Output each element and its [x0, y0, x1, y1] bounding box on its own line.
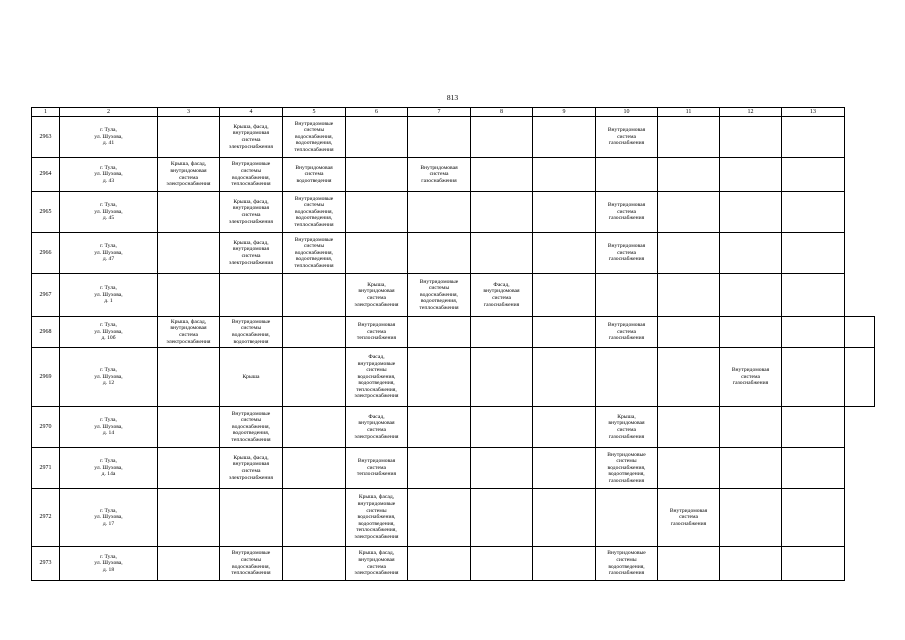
table-row	[32, 117, 875, 158]
table-cell	[158, 117, 220, 158]
table-cell	[782, 489, 845, 547]
table-cell	[533, 547, 596, 581]
table-cell	[720, 547, 782, 581]
table-cell	[346, 233, 408, 274]
table-cell	[658, 192, 720, 233]
table-row	[32, 192, 875, 233]
row-number: 2963	[32, 117, 60, 158]
table-cell	[782, 448, 845, 489]
table-cell	[471, 158, 533, 192]
table-cell: Внутридомовые системы водоснабжения, водоотведения, теплоснабжения	[283, 192, 346, 233]
table-cell: Внутридомовая система газоснабжения	[658, 489, 720, 547]
table-cell	[782, 317, 845, 348]
table-cell	[533, 158, 596, 192]
table-cell	[720, 158, 782, 192]
table-cell	[471, 448, 533, 489]
table-cell	[533, 117, 596, 158]
table-cell: Внутридомовые системы водоснабжения, водоотведения, теплоснабжения	[220, 407, 283, 448]
table-cell	[408, 547, 471, 581]
table-cell: Внутридомовая система водоотведения	[283, 158, 346, 192]
column-header: 1	[32, 108, 60, 117]
row-number: 2964	[32, 158, 60, 192]
row-number: 2966	[32, 233, 60, 274]
table-cell	[158, 407, 220, 448]
table-row	[32, 348, 875, 407]
table-cell	[533, 317, 596, 348]
table-cell	[658, 547, 720, 581]
table-row	[32, 448, 875, 489]
table-cell: Внутридомовые системы водоснабжения, водоотведения, теплоснабжения	[283, 117, 346, 158]
table-cell	[658, 448, 720, 489]
table-cell	[471, 192, 533, 233]
table-cell	[408, 448, 471, 489]
table-cell	[720, 274, 782, 317]
column-header: 6	[346, 108, 408, 117]
table-cell	[158, 192, 220, 233]
table-cell	[158, 448, 220, 489]
table-cell	[845, 317, 875, 348]
row-number: 2973	[32, 547, 60, 581]
table-cell	[533, 274, 596, 317]
table-cell: Крыша, фасад, внутридомовая система электроснабжения	[220, 192, 283, 233]
table-cell	[283, 547, 346, 581]
table-cell	[845, 348, 875, 407]
table-cell	[346, 158, 408, 192]
table-cell: Крыша, фасад, внутридомовая система электроснабжения	[220, 233, 283, 274]
column-header: 4	[220, 108, 283, 117]
table-row	[32, 274, 875, 317]
address-cell: г. Тула, ул. Шухова, д. 45	[60, 192, 158, 233]
table-cell: Внутридомовые системы водоснабжения, водоотведения, теплоснабжения	[283, 233, 346, 274]
table-cell: Крыша, внутридомовая система электроснабжения	[346, 274, 408, 317]
table-cell	[283, 489, 346, 547]
table-cell: Внутридомовая система газоснабжения	[720, 348, 782, 407]
column-header: 2	[60, 108, 158, 117]
page-number: 813	[446, 93, 459, 102]
table-row	[32, 407, 875, 448]
address-cell: г. Тула, ул. Шухова, д. 14	[60, 407, 158, 448]
row-number: 2968	[32, 317, 60, 348]
table-cell	[782, 192, 845, 233]
table-cell	[220, 274, 283, 317]
table-cell: Фасад, внутридомовая система газоснабжения	[471, 274, 533, 317]
table-cell	[782, 407, 845, 448]
address-cell: г. Тула, ул. Шухова, д. 41	[60, 117, 158, 158]
table-cell	[658, 274, 720, 317]
table-cell	[720, 317, 782, 348]
table-cell	[658, 158, 720, 192]
table-cell	[408, 348, 471, 407]
table-cell: Крыша	[220, 348, 283, 407]
table-row	[32, 233, 875, 274]
table-cell	[158, 348, 220, 407]
address-cell: г. Тула, ул. Шухова, д. 14а	[60, 448, 158, 489]
table-cell	[533, 407, 596, 448]
table-cell: Крыша, фасад, внутридомовая система электроснабжения	[158, 317, 220, 348]
table-cell	[471, 489, 533, 547]
table-cell	[283, 448, 346, 489]
table-cell	[720, 233, 782, 274]
table-cell: Крыша, фасад, внутридомовая система электроснабжения	[220, 448, 283, 489]
table-cell	[533, 233, 596, 274]
column-header: 3	[158, 108, 220, 117]
table-cell	[408, 233, 471, 274]
table-cell: Внутридомовая система газоснабжения	[596, 192, 658, 233]
table-cell: Крыша, внутридомовая система газоснабжения	[596, 407, 658, 448]
table-cell	[408, 117, 471, 158]
table-cell	[471, 348, 533, 407]
table-cell: Внутридомовые системы водоснабжения, водоотведения, теплоснабжения	[408, 274, 471, 317]
address-cell: г. Тула, ул. Шухова, д. 17	[60, 489, 158, 547]
column-header: 13	[782, 108, 845, 117]
address-cell: г. Тула, ул. Шухова, д. 1	[60, 274, 158, 317]
table-cell	[596, 348, 658, 407]
table-cell	[408, 317, 471, 348]
table-cell	[782, 274, 845, 317]
table-cell	[283, 348, 346, 407]
table-cell	[346, 117, 408, 158]
table-cell: Фасад, внутридомовые системы водоснабжения, водоотведения, теплоснабжения, электроснабжения	[346, 348, 408, 407]
table-cell	[408, 407, 471, 448]
table-cell	[158, 547, 220, 581]
row-number: 2971	[32, 448, 60, 489]
column-header: 12	[720, 108, 782, 117]
table-cell	[158, 274, 220, 317]
table-cell	[471, 407, 533, 448]
table-cell	[533, 489, 596, 547]
table-cell	[158, 233, 220, 274]
table-cell	[720, 117, 782, 158]
table-row	[32, 158, 875, 192]
table-cell: Внутридомовые системы водоснабжения, водоотведения	[220, 317, 283, 348]
table-cell	[596, 489, 658, 547]
repair-schedule-table	[31, 107, 875, 581]
table-cell	[408, 192, 471, 233]
column-header: 5	[283, 108, 346, 117]
table-cell: Крыша, фасад, внутридомовая система электроснабжения	[220, 117, 283, 158]
table-cell	[346, 192, 408, 233]
table-cell	[782, 547, 845, 581]
table-cell	[533, 192, 596, 233]
table-cell: Внутридомовая система газоснабжения	[596, 117, 658, 158]
table-cell	[471, 233, 533, 274]
table-cell: Внутридомовые системы водоснабжения, водоотведения, газоснабжения	[596, 448, 658, 489]
table-cell	[408, 489, 471, 547]
address-cell: г. Тула, ул. Шухова, д. 43	[60, 158, 158, 192]
table-cell	[782, 348, 845, 407]
table-cell: Внутридомовая система теплоснабжения	[346, 317, 408, 348]
table-cell	[658, 117, 720, 158]
address-cell: г. Тула, ул. Шухова, д. 47	[60, 233, 158, 274]
row-number: 2967	[32, 274, 60, 317]
column-header: 7	[408, 108, 471, 117]
table-cell	[782, 233, 845, 274]
table-cell	[158, 489, 220, 547]
table-cell	[720, 407, 782, 448]
table-cell: Внутридомовые системы водоотведения, газоснабжения	[596, 547, 658, 581]
table-cell: Внутридомовая система газоснабжения	[596, 317, 658, 348]
table-row	[32, 489, 875, 547]
column-header: 9	[533, 108, 596, 117]
table-cell	[283, 317, 346, 348]
column-header: 10	[596, 108, 658, 117]
row-number: 2969	[32, 348, 60, 407]
table-cell	[658, 348, 720, 407]
address-cell: г. Тула, ул. Шухова, д. 12	[60, 348, 158, 407]
table-cell: Внутридомовая система газоснабжения	[408, 158, 471, 192]
table-cell	[283, 407, 346, 448]
table-cell: Внутридомовые системы водоснабжения, теплоснабжения	[220, 547, 283, 581]
address-cell: г. Тула, ул. Шухова, д. 18	[60, 547, 158, 581]
table-cell: Внутридомовая система газоснабжения	[596, 233, 658, 274]
table-cell	[782, 117, 845, 158]
address-cell: г. Тула, ул. Шухова, д. 10б	[60, 317, 158, 348]
table-cell	[720, 448, 782, 489]
table-cell	[220, 489, 283, 547]
table-cell	[471, 117, 533, 158]
table-cell: Внутридомовые системы водоснабжения, теплоснабжения	[220, 158, 283, 192]
table-cell	[658, 317, 720, 348]
table-cell: Крыша, фасад, внутридомовые системы водоснабжения, водоотведения, теплоснабжения, электроснабжения	[346, 489, 408, 547]
table-cell: Внутридомовая система теплоснабжения	[346, 448, 408, 489]
table-cell	[471, 547, 533, 581]
table-cell	[782, 158, 845, 192]
header-row	[32, 108, 875, 117]
column-header: 11	[658, 108, 720, 117]
table-cell	[658, 233, 720, 274]
row-number: 2970	[32, 407, 60, 448]
table-cell	[658, 407, 720, 448]
table-cell	[533, 448, 596, 489]
table-cell	[533, 348, 596, 407]
table-cell	[283, 274, 346, 317]
table-cell	[471, 317, 533, 348]
table-row	[32, 547, 875, 581]
table-cell: Крыша, фасад, внутридомовая система электроснабжения	[158, 158, 220, 192]
table-row	[32, 317, 875, 348]
table-cell: Фасад, внутридомовая система электроснабжения	[346, 407, 408, 448]
table-cell	[720, 489, 782, 547]
table-cell	[720, 192, 782, 233]
table-cell: Крыша, фасад, внутридомовая система электроснабжения	[346, 547, 408, 581]
table-cell	[596, 158, 658, 192]
table-cell	[596, 274, 658, 317]
column-header: 8	[471, 108, 533, 117]
row-number: 2965	[32, 192, 60, 233]
row-number: 2972	[32, 489, 60, 547]
